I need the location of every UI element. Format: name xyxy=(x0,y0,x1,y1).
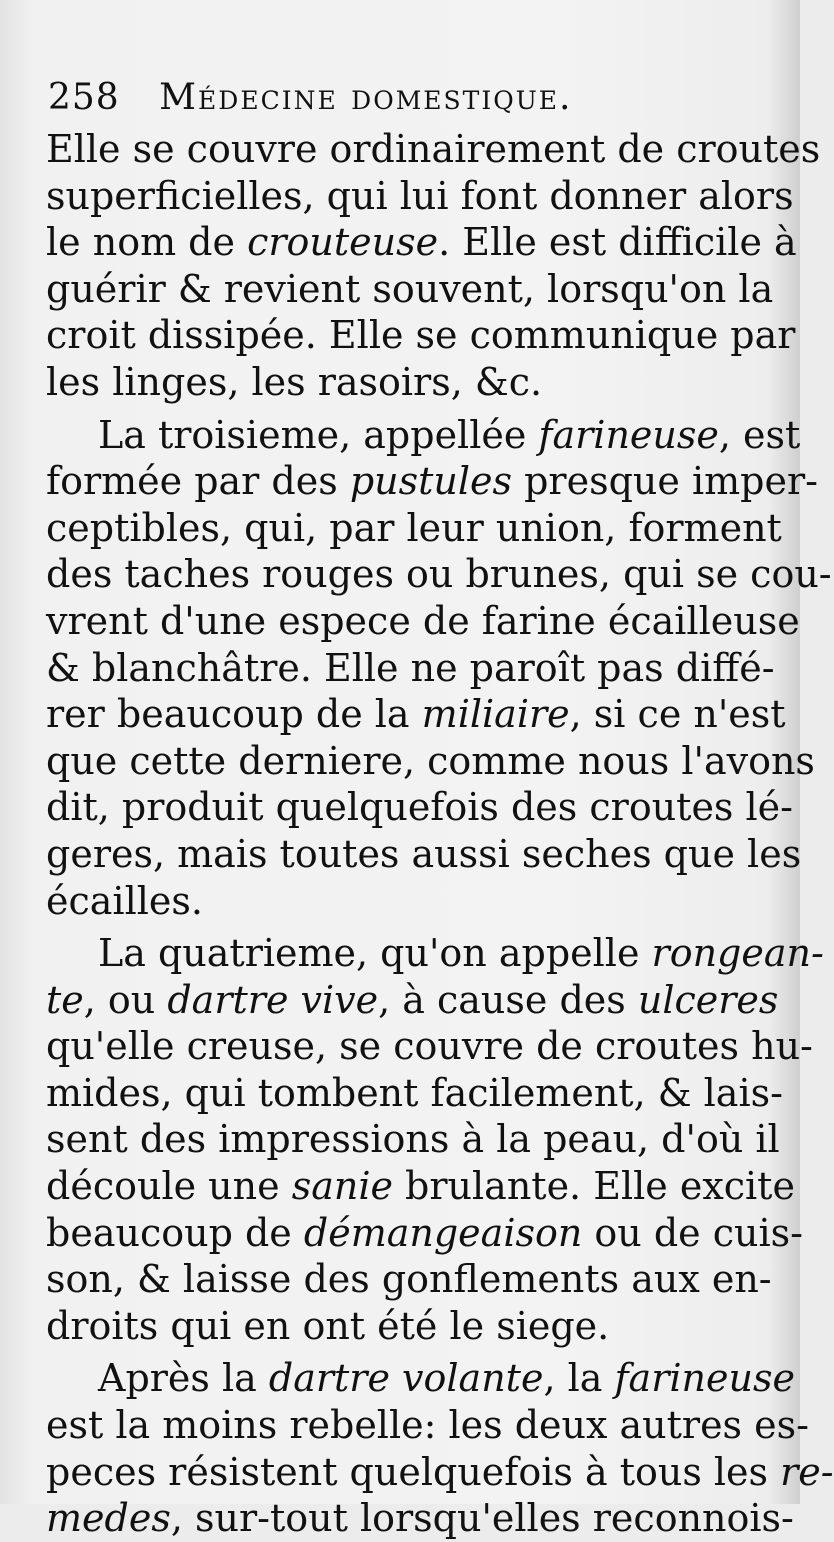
text-run: , est xyxy=(718,412,801,457)
text-run: brulante. Elle excite xyxy=(392,1164,795,1209)
italic-term: dartre vive xyxy=(167,977,379,1022)
text-line xyxy=(46,1163,795,1210)
text-line: écailles. xyxy=(46,878,203,923)
italic-term: rongean- xyxy=(651,931,824,976)
text-run: , à cause des xyxy=(378,977,638,1022)
italic-term: re- xyxy=(780,1449,834,1494)
body-text xyxy=(46,126,834,1542)
italic-term: medes xyxy=(46,1496,171,1541)
text-line: Elle se couvre ordinairement de croutes xyxy=(46,127,821,171)
text-line: dit, produit quelquefois des croutes lé- xyxy=(46,785,793,830)
text-line xyxy=(46,1495,794,1542)
text-line: croit dissipée. Elle se communique par xyxy=(46,313,796,358)
text-run: La troisieme, appellée xyxy=(98,412,539,457)
text-run: peces résistent quelquefois à tous les xyxy=(46,1449,781,1494)
text-run: beaucoup de xyxy=(46,1210,304,1255)
italic-term: démangeaison xyxy=(303,1210,583,1255)
text-run: , ou xyxy=(83,977,168,1022)
running-title: Médecine domestique. xyxy=(159,77,573,118)
text-run: le nom de xyxy=(46,220,248,265)
text-run: presque imper- xyxy=(512,459,818,504)
text-run: , si ce n'est xyxy=(569,692,786,737)
page-number: 258 xyxy=(48,77,120,118)
italic-term: ulceres xyxy=(637,977,779,1022)
text-line xyxy=(46,977,779,1024)
text-line: sent des impressions à la peau, d'où il xyxy=(46,1117,780,1162)
text-run: formée par des xyxy=(46,459,350,504)
page-header xyxy=(48,70,748,126)
italic-term: dartre volante xyxy=(268,1356,544,1401)
text-line xyxy=(46,412,801,459)
text-line: droits qui en ont été le siege. xyxy=(46,1303,610,1348)
text-run: , la xyxy=(543,1356,615,1401)
text-line: & blanchâtre. Elle ne paroît pas diffé- xyxy=(46,645,775,690)
italic-term: sanie xyxy=(291,1164,393,1209)
text-line xyxy=(46,930,824,977)
text-line: est la moins rebelle: les deux autres es- xyxy=(46,1403,809,1448)
text-line: que cette derniere, comme nous l'avons xyxy=(46,738,815,783)
italic-term: te xyxy=(46,977,84,1022)
text-line: mides, qui tombent facilement, & lais- xyxy=(46,1070,783,1115)
text-line xyxy=(46,219,797,266)
text-run: La quatrieme, qu'on appelle xyxy=(98,931,652,976)
text-line: guérir & revient souvent, lorsqu'on la xyxy=(46,266,774,311)
text-line: geres, mais toutes aussi seches que les xyxy=(46,831,802,876)
text-run: Après la xyxy=(98,1356,269,1401)
text-line: les linges, les rasoirs, &c. xyxy=(46,359,543,404)
text-run: ou de cuis- xyxy=(582,1210,803,1255)
text-line xyxy=(46,458,818,505)
text-run: , sur-tout lorsqu'elles reconnois- xyxy=(170,1496,794,1541)
text-run: . Elle est difficile à xyxy=(438,220,797,265)
text-line xyxy=(46,1210,803,1257)
text-run: découle une xyxy=(46,1164,292,1209)
italic-term: crouteuse xyxy=(247,220,439,265)
text-line xyxy=(46,1355,795,1402)
text-line: ceptibles, qui, par leur union, forment xyxy=(46,505,782,550)
text-line: qu'elle creuse, se couvre de croutes hu- xyxy=(46,1024,813,1069)
italic-term: farineuse xyxy=(614,1356,795,1401)
text-line: des taches rouges ou brunes, qui se cou- xyxy=(46,552,832,597)
text-line: son, & laisse des gonflements aux en- xyxy=(46,1257,772,1302)
italic-term: miliaire xyxy=(421,692,570,737)
text-line: vrent d'une espece de farine écailleuse xyxy=(46,598,800,643)
text-run: rer beaucoup de la xyxy=(46,692,422,737)
italic-term: pustules xyxy=(349,459,513,504)
text-line: superficielles, qui lui font donner alors xyxy=(46,173,794,218)
italic-term: farineuse xyxy=(538,412,719,457)
text-line xyxy=(46,691,786,738)
text-line xyxy=(46,1449,834,1496)
